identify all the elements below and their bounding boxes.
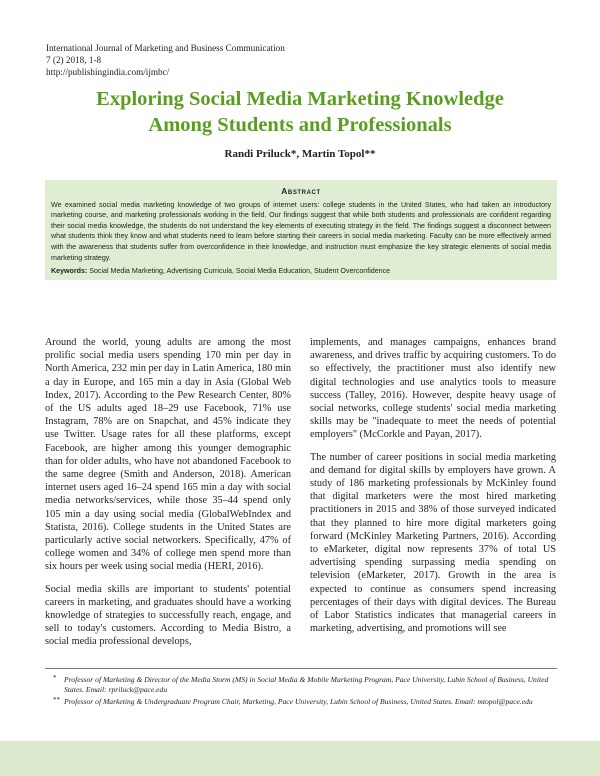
body-paragraph: The number of career positions in social media marketing and demand for digital skills by employers have grown. A study of 186 marketing professionals by McKinley found that digital marketers were the most hired marketing practitioners in 2015 and 38% of those surveyed indicated that they planned to hire more digital marketers going forward (McKinley Marketing Partners, 2016). According to eMarketer, digital now represents 37% of total US advertising spending surpassing media spending on television (eMarketer, 2017). Growth in the area is expected to continue as consumers spend increasing percentages of their days with digital devices. The Bureau of Labor Statistics indicates that managerial careers in marketing, advertising, and promotions will see bbox=[310, 451, 556, 635]
abstract-box bbox=[45, 180, 557, 280]
keywords-list: Social Media Marketing, Advertising Curricula, Social Media Education, Student Overconfidence bbox=[89, 267, 391, 276]
footnote bbox=[45, 675, 557, 696]
page-footer-bar bbox=[0, 741, 600, 776]
body-column-left bbox=[45, 336, 291, 658]
footnote-text: Professor of Marketing & Director of the Media Storm (MS) in Social Media & Mobile Marketing Program, Pace University, Lubin School of Business, United States. Email: rpriluck@pace.edu bbox=[64, 675, 549, 695]
keywords-label: Keywords: bbox=[51, 267, 88, 276]
title-line-2: Among Students and Professionals bbox=[148, 114, 452, 136]
journal-name: International Journal of Marketing and Business Communication bbox=[46, 43, 285, 53]
footnote-mark: * bbox=[53, 674, 57, 682]
journal-header bbox=[46, 42, 285, 79]
abstract-heading: Abstract bbox=[281, 186, 321, 196]
abstract-keywords bbox=[51, 266, 551, 277]
journal-url[interactable]: http://publishingindia.com/ijmbc/ bbox=[46, 67, 170, 78]
abstract-text: We examined social media marketing knowledge of two groups of internet users: college students in the United States, who had taken an introductory marketing course, and marketing professionals working in the field. Our findings suggest that while both students and professionals are confident regarding their social media knowledge, the students do not understand the key elements of executing strategy in the field. The findings suggest a disconnect between what students think they know and what students need to learn before starting their careers in social media marketing. Faculty can be more effectively armed with the awareness that students suffer from overconfidence in their knowledge, and instruction must emphasize the key strategic elements of social media marketing strategy. bbox=[51, 200, 551, 262]
footnotes bbox=[45, 675, 557, 708]
body-paragraph: Around the world, young adults are among the most prolific social media users spending 170 min per day in North America, 232 min per day in Latin America, 180 min a day in Europe, and 165 min a day in Asia (Global Web Index, 2017). According to the Pew Research Center, 80% of the US adults aged 18–29 use Facebook, 71% use Instagram, 78% are on Snapchat, and 45% indicate they use Twitter. Usage rates for all these platforms, except Facebook, are higher among this younger demographic than for older adults, who have not abandoned Facebook to the same degree (Smith and Anderson, 2018). American internet users aged 16–24 spend 165 min a day with social media networks/services, while those 35–44 spend only 105 min a day using social media (GlobalWebIndex and Statista, 2016). College students in the United States are particularly active social networkers. Specifically, 47% of college women and 34% of college men spend more than six hours per week using social media (HERI, 2016). bbox=[45, 337, 291, 573]
body-paragraph: implements, and manages campaigns, enhances brand awareness, and drives traffic by acquiring customers. To do so effectively, the practitioner must also identify new digital technologies and use analytics tools to measure success (Talley, 2016). However, despite heavy usage of social networks, college students' social media marketing skills may be "inadequate to meet the needs of potential employers" (McCorkle and Payan, 2017). bbox=[310, 337, 556, 441]
body-paragraph: Social media skills are important to students' potential careers in marketing, and graduates should have a working knowledge of strategies to successfully reach, engage, and sell to today's customers. According to Media Bistro, a social media professional develops, bbox=[45, 583, 291, 648]
footnote-divider bbox=[45, 668, 557, 669]
journal-volume: 7 (2) 2018, 1-8 bbox=[46, 55, 102, 66]
footnote-mark: ** bbox=[53, 695, 60, 704]
footnote bbox=[45, 697, 557, 707]
article-title bbox=[20, 86, 580, 138]
title-line-1: Exploring Social Media Marketing Knowledge bbox=[96, 88, 504, 110]
footnote-text: Professor of Marketing & Undergraduate Program Chair, Marketing, Pace University, Lubin School of Business, United States. Email: mtopol@pace.edu bbox=[64, 696, 533, 706]
article-authors: Randi Priluck*, Martin Topol** bbox=[224, 148, 376, 160]
body-column-right bbox=[310, 336, 556, 644]
